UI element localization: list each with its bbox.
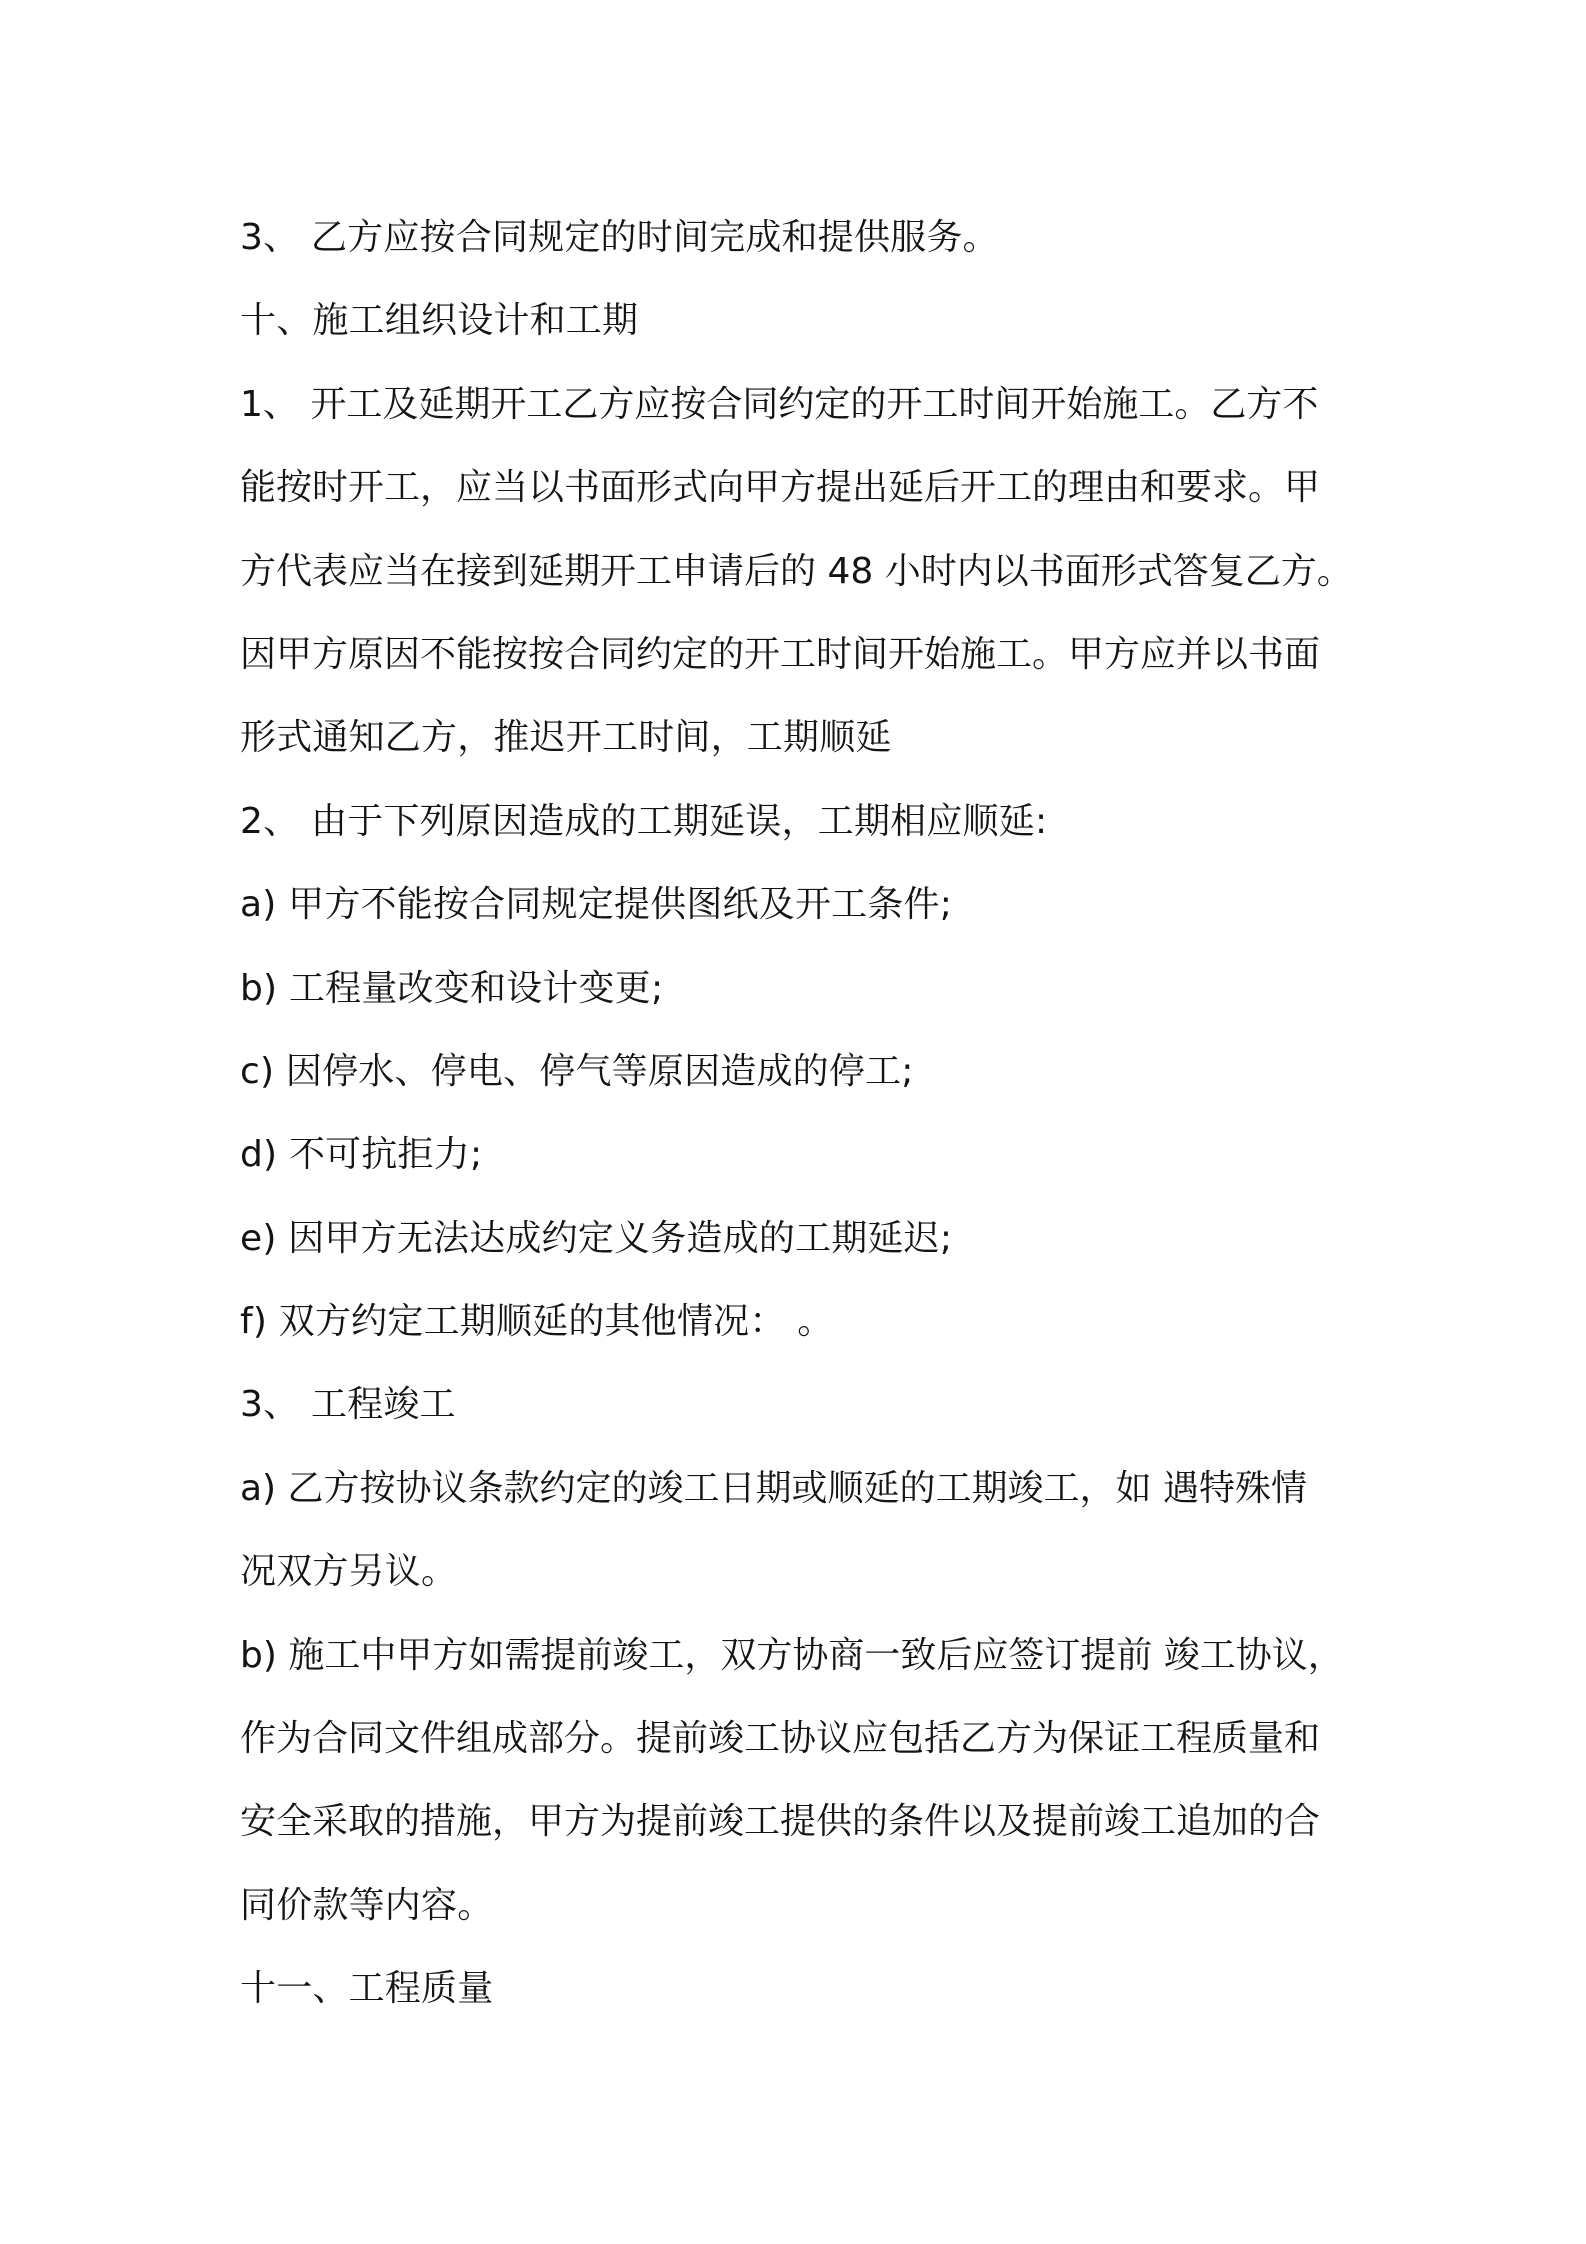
text-line: 3、 工程竣工 — [240, 1384, 456, 1426]
text-line: 作为合同文件组成部分。提前竣工协议应包括乙方为保证工程质量和 — [240, 1718, 1321, 1760]
list-item: f) 双方约定工期顺延的其他情况： 。 — [240, 1301, 834, 1343]
text-line: 1、 开工及延期开工乙方应按合同约定的开工时间开始施工。乙方不 — [240, 383, 1319, 425]
text-line: 3、 乙方应按合同规定的时间完成和提供服务。 — [240, 217, 999, 258]
list-item: b) 施工中甲方如需提前竣工，双方协商一致后应签订提前 竣工协议， — [240, 1634, 1344, 1676]
text-line: 2、 由于下列原因造成的工期延误，工期相应顺延: — [240, 800, 1048, 842]
text-line: 安全采取的措施，甲方为提前竣工提供的条件以及提前竣工追加的合 — [240, 1801, 1321, 1843]
text-line: 能按时开工，应当以书面形式向甲方提出延后开工的理由和要求。甲 — [240, 467, 1321, 509]
list-item: a) 乙方按协议条款约定的竣工日期或顺延的工期竣工，如 遇特殊情 — [240, 1467, 1307, 1509]
text-line: 因甲方原因不能按按合同约定的开工时间开始施工。甲方应并以书面 — [240, 633, 1321, 675]
text-line: 况双方另议。 — [240, 1551, 458, 1593]
text-line: 方代表应当在接到延期开工申请后的 48 小时内以书面形式答复乙方。 — [240, 550, 1353, 592]
list-item: d) 不可抗拒力; — [240, 1134, 483, 1176]
section-heading: 十、施工组织设计和工期 — [240, 300, 639, 342]
list-item: b) 工程量改变和设计变更; — [240, 967, 664, 1009]
list-item: e) 因甲方无法达成约定义务造成的工期延迟; — [240, 1217, 953, 1259]
text-line: 同价款等内容。 — [240, 1884, 494, 1926]
document-body — [240, 196, 1360, 2031]
text-line: 形式通知乙方，推迟开工时间，工期顺延 — [240, 717, 892, 759]
list-item: c) 因停水、停电、停气等原因造成的停工; — [240, 1050, 914, 1092]
section-heading: 十一、工程质量 — [240, 1968, 494, 2010]
list-item: a) 甲方不能按合同规定提供图纸及开工条件; — [240, 884, 953, 926]
